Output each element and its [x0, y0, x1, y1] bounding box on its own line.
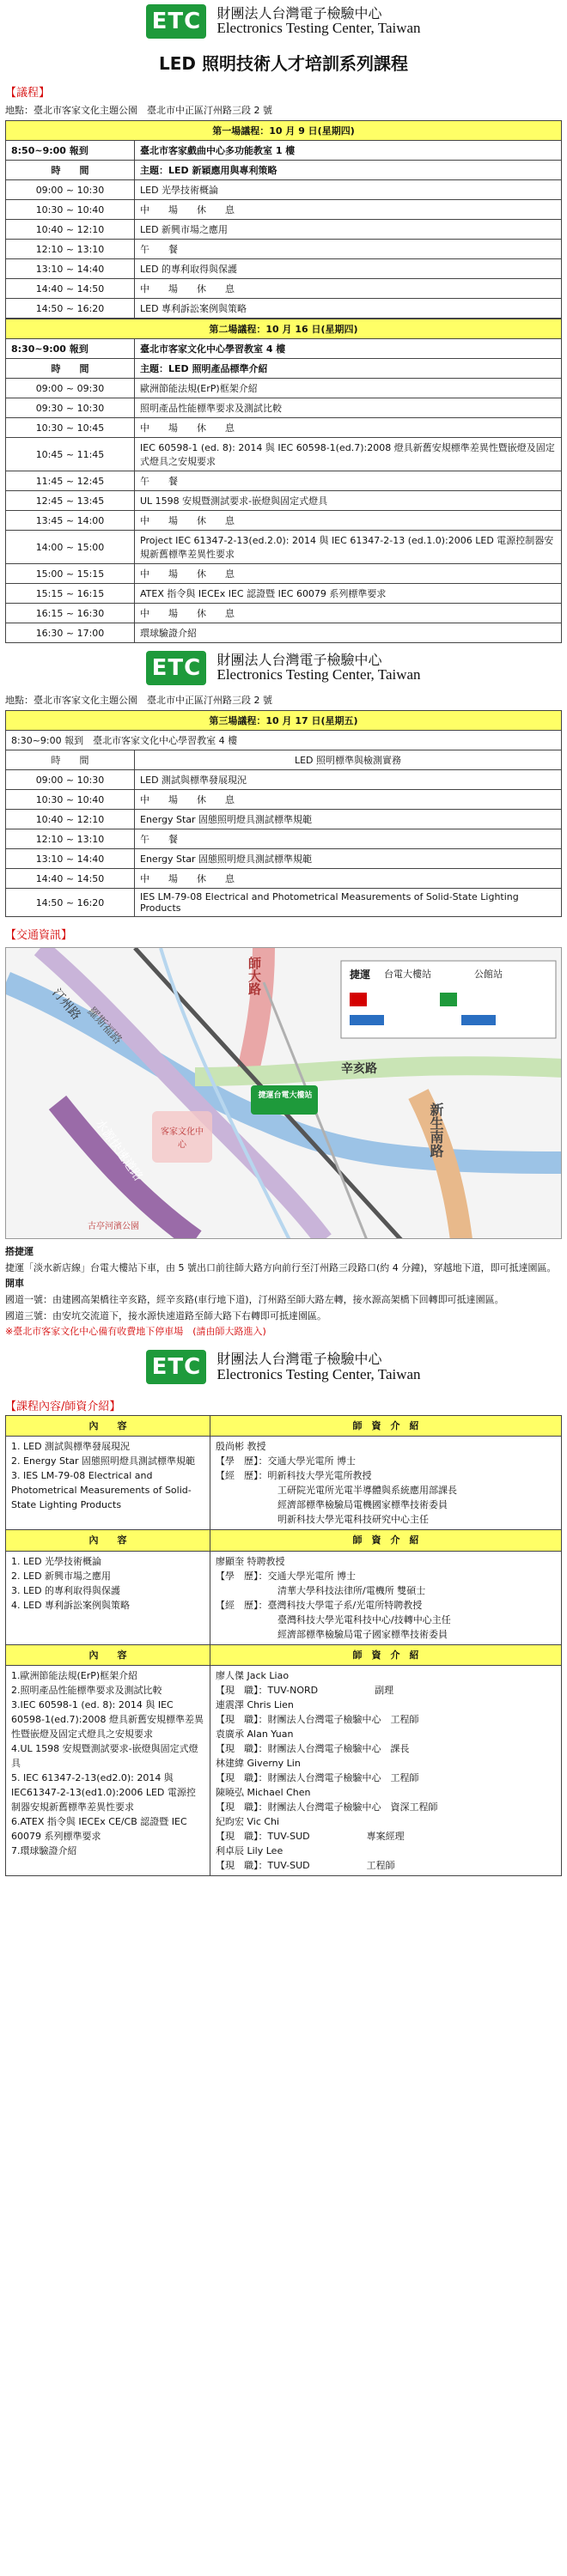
- course-label: 【課程內容/師資介紹】: [5, 1400, 121, 1414]
- instructor-header-row: [6, 1530, 562, 1551]
- teacher-line: 【現 職】：TUV-SUD 專案經理: [216, 1831, 405, 1843]
- agenda-topic: 中 場 休 息: [135, 511, 562, 531]
- teacher-info: [210, 1665, 562, 1876]
- col-topic: LED 照明標準與檢測實務: [135, 750, 562, 770]
- agenda-row: [6, 889, 562, 917]
- instructor-row: [6, 1437, 562, 1530]
- agenda-time: 10:30 ~ 10:45: [6, 418, 135, 438]
- teacher-line: 臺灣科技大學光電科技中心/技轉中心主任: [277, 1613, 451, 1625]
- org-header: ETC 財團法人台灣電子檢驗中心 Electronics Testing Center, Taiwan: [0, 1346, 567, 1388]
- agenda-topic: 照明產品性能標準要求及測試比較: [135, 398, 562, 418]
- agenda-row: [6, 770, 562, 790]
- etc-logo: ETC: [146, 4, 206, 39]
- teacher-line: 【學 歷】：交通大學光電所 博士: [216, 1455, 356, 1467]
- map-road-label: 新生南路: [428, 1103, 444, 1157]
- map-park-label: 古亭河濱公園: [88, 1222, 139, 1231]
- car-text: 國道一號：由建國高架橋往辛亥路，經辛亥路(車行地下道)，汀州路至師大路左轉，接水源高架橋下回轉即可抵達園區。: [5, 1294, 504, 1306]
- course-item: 1.歐洲節能法規(ErP)框架介紹: [11, 1669, 138, 1681]
- etc-logo: ETC: [146, 1350, 206, 1384]
- agenda-time: 12:10 ~ 13:10: [6, 240, 135, 259]
- course-content: [6, 1437, 210, 1530]
- teacher-line: 【現 職】：財團法人台灣電子檢驗中心 工程師: [216, 1713, 419, 1725]
- session-header: 第一場議程：10 月 9 日(星期四): [6, 121, 562, 141]
- agenda-topic: 中 場 休 息: [135, 604, 562, 623]
- agenda-row: [6, 511, 562, 531]
- instructor-header-row: [6, 1416, 562, 1437]
- agenda-row: [6, 790, 562, 810]
- agenda-row: [6, 379, 562, 398]
- teacher-line: 廖人傑 Jack Liao: [216, 1669, 290, 1681]
- col-topic: 主題：LED 新穎應用與專利策略: [135, 161, 562, 180]
- teacher-line: 廖顯奎 特聘教授: [216, 1555, 285, 1567]
- instructor-row: [6, 1551, 562, 1644]
- course-item: 3.IEC 60598-1 (ed. 8): 2014 與 IEC 60598-1(ed.7):2008 燈具新舊安規標準差異性暨嵌燈及固定式燈具之安規要求: [11, 1698, 204, 1741]
- agenda-topic: 中 場 休 息: [135, 418, 562, 438]
- agenda-topic: 中 場 休 息: [135, 200, 562, 220]
- agenda-time: 14:50 ~ 16:20: [6, 299, 135, 319]
- agenda-topic: 環球驗證介紹: [135, 623, 562, 643]
- col-teacher: 師 資 介 紹: [210, 1416, 562, 1437]
- course-item: 1. LED 光學技術概論: [11, 1555, 102, 1567]
- col-time: 時 間: [6, 750, 135, 770]
- agenda-time: 11:45 ~ 12:45: [6, 471, 135, 491]
- col-teacher: 師 資 介 紹: [210, 1644, 562, 1665]
- location-text: 地點：臺北市客家文化主題公園 臺北市中正區汀州路三段 2 號: [5, 105, 272, 116]
- agenda-row: [6, 604, 562, 623]
- course-item: 4. LED 專利訴訟案例與策略: [11, 1599, 131, 1611]
- course-item: 4.UL 1598 安規暨測試要求-嵌燈與固定式燈具: [11, 1743, 198, 1770]
- col-time: 時 間: [6, 359, 135, 379]
- teacher-info: [210, 1437, 562, 1530]
- session3-table: [5, 710, 562, 917]
- map-road-label: 辛亥路: [341, 1062, 377, 1076]
- agenda-time: 14:40 ~ 14:50: [6, 869, 135, 889]
- agenda-time: 14:40 ~ 14:50: [6, 279, 135, 299]
- col-teacher: 師 資 介 紹: [210, 1530, 562, 1551]
- org-header: ETC 財團法人台灣電子檢驗中心 Electronics Testing Center, Taiwan: [0, 647, 567, 690]
- agenda-topic: 中 場 休 息: [135, 564, 562, 584]
- parking-note: ※臺北市客家文化中心備有收費地下停車場 (請由師大路進入): [5, 1326, 266, 1338]
- course-item: 2. LED 新興市場之應用: [11, 1570, 112, 1582]
- agenda-topic: IES LM-79-08 Electrical and Photometrical Measurements of Solid-State Lighting Products: [135, 889, 562, 917]
- course-item: 3. IES LM-79-08 Electrical and Photometrical Measurements of Solid-State Lighting Products: [11, 1470, 192, 1511]
- col-content: 內 容: [6, 1644, 210, 1665]
- register-time: 8:30~9:00 報到: [6, 339, 135, 359]
- course-item: 1. LED 測試與標準發展現況: [11, 1441, 131, 1453]
- car-text: 國道三號：由安坑交流道下，接水源快速道路至師大路下右轉即可抵達園區。: [5, 1309, 326, 1321]
- instructor-row: [6, 1665, 562, 1876]
- location-text: 地點：臺北市客家文化主題公園 臺北市中正區汀州路三段 2 號: [5, 695, 272, 706]
- instructor-header-row: [6, 1644, 562, 1665]
- course-item: 7.環球驗證介紹: [11, 1845, 77, 1857]
- org-header: [0, 0, 567, 43]
- agenda-topic: Energy Star 固態照明燈具測試標準規範: [135, 849, 562, 869]
- teacher-line: 【經 歷】：臺灣科技大學電子系/光電所特聘教授: [216, 1599, 423, 1611]
- col-time: 時 間: [6, 161, 135, 180]
- teacher-line: 【現 職】：財團法人台灣電子檢驗中心 工程師: [216, 1772, 419, 1784]
- agenda-topic: 中 場 休 息: [135, 279, 562, 299]
- teacher-line: 【現 職】：TUV-NORD 副理: [216, 1684, 394, 1696]
- agenda-time: 13:45 ~ 14:00: [6, 511, 135, 531]
- teacher-line: 連震澤 Chris Lien: [216, 1698, 294, 1710]
- agenda-topic: 中 場 休 息: [135, 869, 562, 889]
- legend-metro: 台電大樓站: [384, 969, 431, 980]
- page-title: LED 照明技術人才培訓系列課程: [159, 53, 408, 74]
- teacher-line: 工研院光電所光電半導體與系統應用部課長: [277, 1485, 457, 1497]
- agenda-time: 10:40 ~ 12:10: [6, 220, 135, 240]
- agenda-time: 15:00 ~ 15:15: [6, 564, 135, 584]
- agenda-topic: Project IEC 61347-2-13(ed.2.0): 2014 與 IEC 61347-2-13 (ed.1.0):2006 LED 電源控制器安規新舊標準差異性要求: [135, 531, 562, 564]
- session-header: 第三場議程：10 月 17 日(星期五): [6, 711, 562, 731]
- agenda-row: [6, 398, 562, 418]
- teacher-line: 陳曉弘 Michael Chen: [216, 1787, 311, 1799]
- legend-bus: 公館站: [474, 969, 503, 980]
- agenda-row: [6, 180, 562, 200]
- map-road-label: 汀州路: [49, 986, 83, 1023]
- agenda-time: 13:10 ~ 14:40: [6, 259, 135, 279]
- session-header: 第二場議程：10 月 16 日(星期四): [6, 319, 562, 339]
- etc-logo: ETC: [146, 651, 206, 685]
- teacher-line: 經濟部標準檢驗局電機國家標準技術委員: [277, 1499, 448, 1511]
- agenda-row: [6, 220, 562, 240]
- teacher-line: 林建緯 Giverny Lin: [216, 1758, 301, 1770]
- agenda-topic: LED 新興市場之應用: [135, 220, 562, 240]
- course-item: 2. Energy Star 固態照明燈具測試標準規範: [11, 1455, 196, 1467]
- agenda-row: [6, 299, 562, 319]
- register-place: 臺北市客家文化中心學習教室 4 樓: [135, 339, 562, 359]
- teacher-line: 【學 歷】：交通大學光電所 博士: [216, 1570, 356, 1582]
- map-station-label: 捷運台電大樓站: [258, 1091, 313, 1100]
- agenda-row: [6, 564, 562, 584]
- teacher-line: 袁廣承 Alan Yuan: [216, 1728, 294, 1741]
- agenda-row: [6, 829, 562, 849]
- map-road-label: 師大路: [247, 957, 262, 995]
- map-road-label: 水源快速道路: [92, 1116, 145, 1184]
- location-map: [5, 947, 562, 1239]
- col-topic: 主題：LED 照明產品標準介紹: [135, 359, 562, 379]
- course-item: 5. IEC 61347-2-13(ed2.0): 2014 與 IEC61347-2-13(ed1.0):2006 LED 電源控制器安規新舊標準差異性要求: [11, 1772, 196, 1814]
- teacher-info: [210, 1551, 562, 1644]
- register-time: 8:50~9:00 報到: [6, 141, 135, 161]
- agenda-time: 10:30 ~ 10:40: [6, 790, 135, 810]
- teacher-line: 清華大學科技法律所/電機所 雙碩士: [277, 1584, 426, 1596]
- agenda-topic: 中 場 休 息: [135, 790, 562, 810]
- agenda-time: 09:30 ~ 10:30: [6, 398, 135, 418]
- agenda-time: 14:50 ~ 16:20: [6, 889, 135, 917]
- transport-label: 【交通資訊】: [5, 929, 73, 942]
- register-place: 臺北市客家戲曲中心多功能教室 1 樓: [135, 141, 562, 161]
- agenda-topic: LED 測試與標準發展現況: [135, 770, 562, 790]
- agenda-row: [6, 810, 562, 829]
- agenda-topic: LED 光學技術概論: [135, 180, 562, 200]
- agenda-time: 16:30 ~ 17:00: [6, 623, 135, 643]
- agenda-row: [6, 438, 562, 471]
- agenda-row: [6, 240, 562, 259]
- agenda-row: [6, 491, 562, 511]
- agenda-row: [6, 584, 562, 604]
- agenda-row: [6, 418, 562, 438]
- register-info: 8:30~9:00 報到 臺北市客家文化中心學習教室 4 樓: [6, 731, 562, 750]
- session2-table: [5, 319, 562, 643]
- agenda-row: [6, 259, 562, 279]
- agenda-label: 【議程】: [5, 87, 51, 100]
- course-item: 2.照明產品性能標準要求及測試比較: [11, 1684, 162, 1696]
- teacher-line: 【現 職】：財團法人台灣電子檢驗中心 資深工程師: [216, 1801, 438, 1814]
- agenda-topic: ATEX 指令與 IECEx IEC 認證暨 IEC 60079 系列標準要求: [135, 584, 562, 604]
- course-content: [6, 1551, 210, 1644]
- agenda-row: [6, 869, 562, 889]
- agenda-row: [6, 471, 562, 491]
- transport-info: [5, 1244, 562, 1340]
- agenda-topic: LED 專利訴訟案例與策略: [135, 299, 562, 319]
- agenda-time: 12:10 ~ 13:10: [6, 829, 135, 849]
- agenda-time: 09:00 ~ 10:30: [6, 180, 135, 200]
- agenda-row: [6, 623, 562, 643]
- course-content: [6, 1665, 210, 1876]
- agenda-topic: UL 1598 安規暨測試要求-嵌燈與固定式燈具: [135, 491, 562, 511]
- col-content: 內 容: [6, 1530, 210, 1551]
- agenda-time: 16:15 ~ 16:30: [6, 604, 135, 623]
- course-item: 3. LED 的專利取得與保護: [11, 1584, 121, 1596]
- agenda-time: 10:30 ~ 10:40: [6, 200, 135, 220]
- teacher-line: 利卓辰 Lily Lee: [216, 1845, 284, 1857]
- agenda-time: 10:45 ~ 11:45: [6, 438, 135, 471]
- agenda-topic: 午 餐: [135, 471, 562, 491]
- teacher-line: 殷尚彬 教授: [216, 1441, 266, 1453]
- agenda-row: [6, 279, 562, 299]
- org-name: 財團法人台灣電子檢驗中心 Electronics Testing Center, Taiwan: [216, 4, 421, 37]
- instructor-table: [5, 1415, 562, 1876]
- teacher-line: 【經 歷】：明新科技大學光電所教授: [216, 1470, 372, 1482]
- agenda-topic: LED 的專利取得與保護: [135, 259, 562, 279]
- teacher-line: 經濟部標準檢驗局電子國家標準技術委員: [277, 1628, 448, 1640]
- agenda-row: [6, 849, 562, 869]
- agenda-topic: Energy Star 固態照明燈具測試標準規範: [135, 810, 562, 829]
- agenda-time: 13:10 ~ 14:40: [6, 849, 135, 869]
- course-item: 6.ATEX 指令與 IECEx CE/CB 認證暨 IEC 60079 系列標準要求: [11, 1816, 187, 1843]
- map-road-label: 羅斯福路: [84, 1005, 125, 1048]
- teacher-line: 紀昀宏 Vic Chi: [216, 1816, 280, 1828]
- agenda-topic: 歐洲節能法規(ErP)框架介紹: [135, 379, 562, 398]
- agenda-time: 09:00 ~ 10:30: [6, 770, 135, 790]
- agenda-row: [6, 200, 562, 220]
- col-content: 內 容: [6, 1416, 210, 1437]
- agenda-time: 14:00 ~ 15:00: [6, 531, 135, 564]
- agenda-topic: 午 餐: [135, 240, 562, 259]
- agenda-row: [6, 531, 562, 564]
- agenda-time: 09:00 ~ 09:30: [6, 379, 135, 398]
- car-title: 開車: [5, 1278, 24, 1290]
- agenda-topic: IEC 60598-1 (ed. 8): 2014 與 IEC 60598-1(ed.7):2008 燈具新舊安規標準差異性暨嵌燈及固定式燈具之安規要求: [135, 438, 562, 471]
- agenda-time: 12:45 ~ 13:45: [6, 491, 135, 511]
- session1-table: [5, 120, 562, 319]
- metro-title: 搭捷運: [5, 1246, 34, 1257]
- legend-title: 捷運: [350, 969, 371, 981]
- agenda-time: 10:40 ~ 12:10: [6, 810, 135, 829]
- teacher-line: 【現 職】：TUV-SUD 工程師: [216, 1860, 395, 1872]
- teacher-line: 【現 職】：財團法人台灣電子檢驗中心 課長: [216, 1743, 410, 1755]
- teacher-line: 明新科技大學光電科技研究中心主任: [277, 1514, 429, 1526]
- agenda-topic: 午 餐: [135, 829, 562, 849]
- agenda-time: 15:15 ~ 16:15: [6, 584, 135, 604]
- metro-text: 捷運「淡水新店線」台電大樓站下車，由 5 號出口前往師大路方向前行至汀州路三段路口(約 4 分鐘)，穿越地下道，即可抵達園區。: [5, 1261, 557, 1273]
- map-building-label: 客家文化中心: [161, 1127, 204, 1150]
